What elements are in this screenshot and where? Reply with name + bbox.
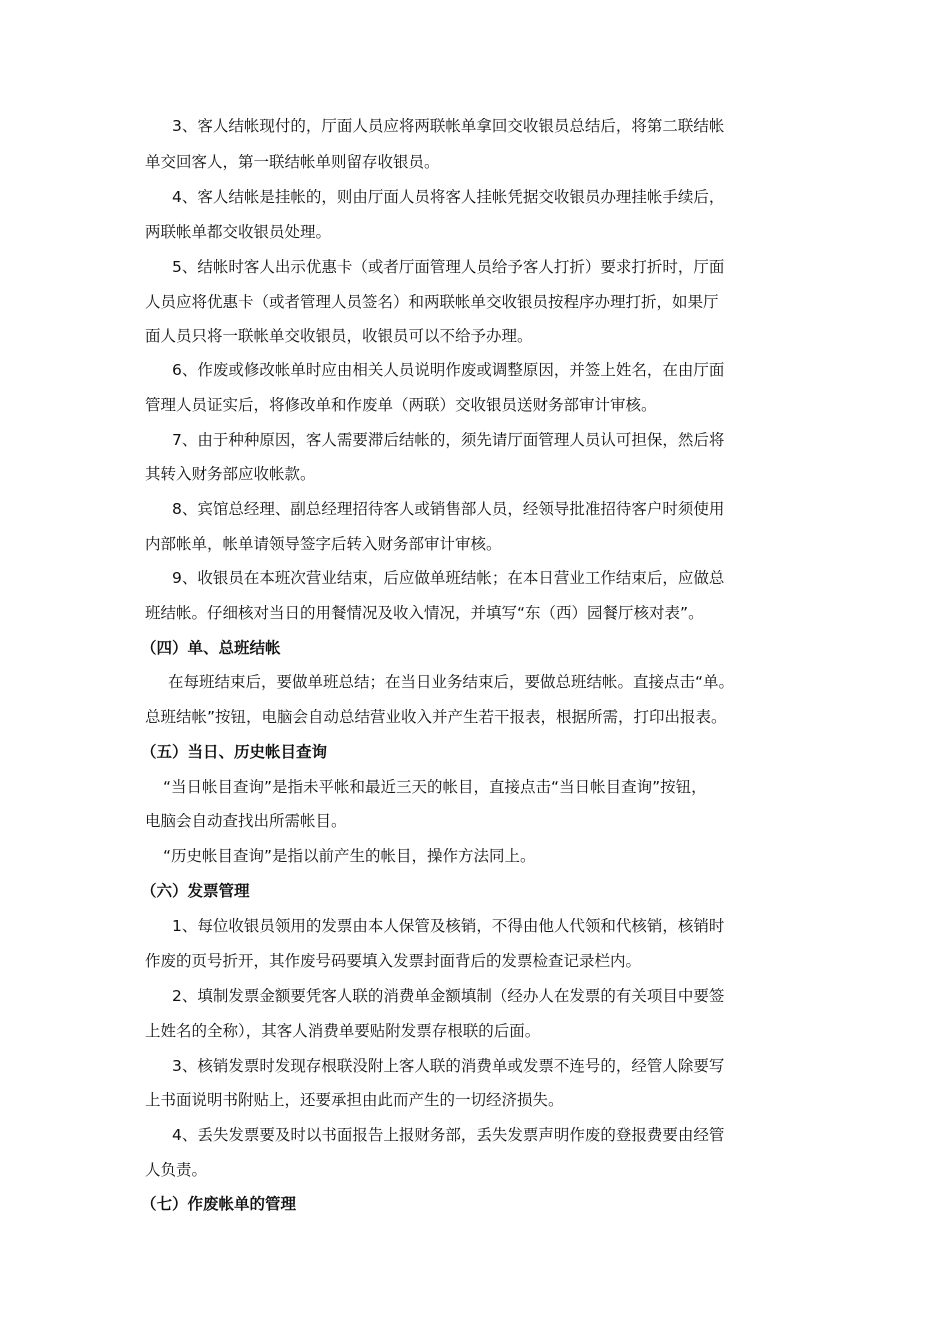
paragraph-line: 内部帐单，帐单请领导签字后转入财务部审计审核。 xyxy=(145,535,502,553)
paragraph-line: 2、填制发票金额要凭客人联的消费单金额填制（经办人在发票的有关项目中要签 xyxy=(172,987,725,1005)
paragraph-line: 7、由于种种原因，客人需要滞后结帐的，须先请厅面管理人员认可担保，然后将 xyxy=(172,431,725,449)
paragraph-line: 作废的页号折开，其作废号码要填入发票封面背后的发票检查记录栏内。 xyxy=(145,952,642,970)
paragraph-line: 3、核销发票时发现存根联没附上客人联的消费单或发票不连号的，经管人除要写 xyxy=(172,1057,725,1075)
paragraph-line: 其转入财务部应收帐款。 xyxy=(145,465,316,483)
section-heading: （五）当日、历史帐目查询 xyxy=(141,743,328,761)
paragraph-line: 两联帐单都交收银员处理。 xyxy=(145,223,332,241)
section-heading: （四）单、总班结帐 xyxy=(141,639,281,657)
paragraph-line: 4、客人结帐是挂帐的，则由厅面人员将客人挂帐凭据交收银员办理挂帐手续后， xyxy=(172,188,725,206)
paragraph-line: 4、丢失发票要及时以书面报告上报财务部，丢失发票声明作废的登报费要由经管 xyxy=(172,1126,725,1144)
paragraph-line: 3、客人结帐现付的，厅面人员应将两联帐单拿回交收银员总结后，将第二联结帐 xyxy=(172,117,725,135)
section-heading: （七）作废帐单的管理 xyxy=(141,1195,297,1213)
paragraph-line: 人员应将优惠卡（或者管理人员签名）和两联帐单交收银员按程序办理打折，如果厅 xyxy=(145,293,719,311)
paragraph-line: “历史帐目查询”是指以前产生的帐目，操作方法同上。 xyxy=(163,847,536,865)
paragraph-line: 9、收银员在本班次营业结束，后应做单班结帐；在本日营业工作结束后，应做总 xyxy=(172,569,725,587)
paragraph-line: 8、宾馆总经理、副总经理招待客人或销售部人员，经领导批准招待客户时须使用 xyxy=(172,500,725,518)
paragraph-line: 5、结帐时客人出示优惠卡（或者厅面管理人员给予客人打折）要求打折时，厅面 xyxy=(172,258,725,276)
paragraph-line: 在每班结束后，要做单班总结；在当日业务结束后，要做总班结帐。直接点击“单。 xyxy=(168,673,735,691)
paragraph-line: 人负责。 xyxy=(145,1161,208,1179)
paragraph-line: 1、每位收银员领用的发票由本人保管及核销，不得由他人代领和代核销，核销时 xyxy=(172,917,725,935)
paragraph-line: 面人员只将一联帐单交收银员，收银员可以不给予办理。 xyxy=(145,327,533,345)
paragraph-line: 班结帐。仔细核对当日的用餐情况及收入情况，并填写“东（西）园餐厅核对表”。 xyxy=(145,604,704,622)
paragraph-line: 电脑会自动查找出所需帐目。 xyxy=(145,812,347,830)
section-heading: （六）发票管理 xyxy=(141,882,250,900)
paragraph-line: 管理人员证实后，将修改单和作废单（两联）交收银员送财务部审计审核。 xyxy=(145,396,657,414)
paragraph-line: “当日帐目查询”是指未平帐和最近三天的帐目，直接点击“当日帐目查询”按钮， xyxy=(163,778,707,796)
paragraph-line: 总班结帐”按钮，电脑会自动总结营业收入并产生若干报表，根据所需，打印出报表。 xyxy=(145,708,727,726)
paragraph-line: 单交回客人，第一联结帐单则留存收银员。 xyxy=(145,153,440,171)
paragraph-line: 6、作废或修改帐单时应由相关人员说明作废或调整原因，并签上姓名，在由厅面 xyxy=(172,361,725,379)
paragraph-line: 上书面说明书附贴上，还要承担由此而产生的一切经济损失。 xyxy=(145,1091,564,1109)
paragraph-line: 上姓名的全称），其客人消费单要贴附发票存根联的后面。 xyxy=(145,1022,541,1040)
